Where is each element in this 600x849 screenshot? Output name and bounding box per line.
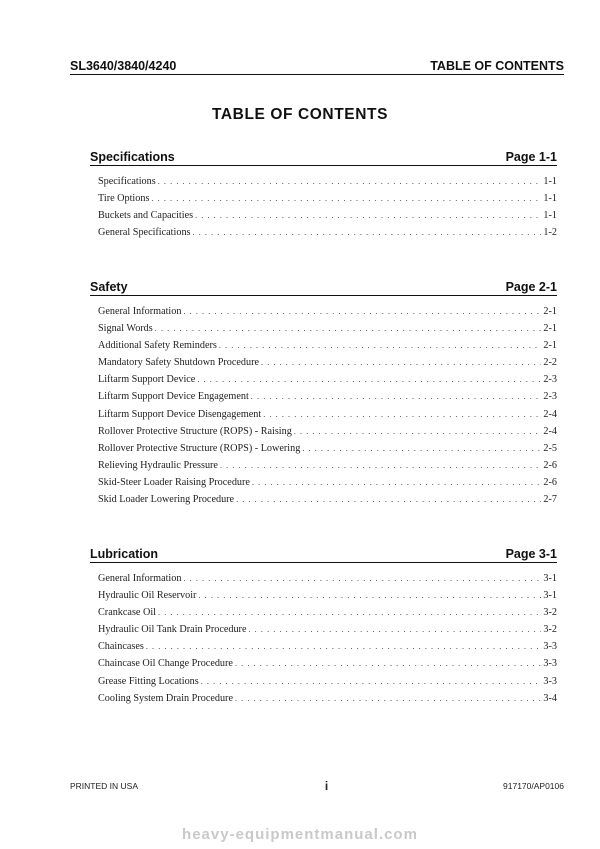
- toc-entry[interactable]: [98, 607, 557, 624]
- dot-leader: [183, 307, 541, 316]
- section-page: Page 3-1: [505, 547, 557, 561]
- toc-entry[interactable]: [98, 693, 557, 710]
- dot-leader: [235, 659, 541, 668]
- watermark: heavy-equipmentmanual.com: [182, 826, 418, 843]
- toc-entry-label: General Specifications: [98, 227, 191, 239]
- section-header: [90, 148, 557, 166]
- dot-leader: [201, 677, 542, 686]
- toc-entry-label: Cooling System Drain Procedure: [98, 692, 233, 704]
- toc-entry-label: Liftarm Support Device Disengagement: [98, 408, 262, 420]
- toc-entry[interactable]: [98, 193, 557, 210]
- toc-entry-page: 1-2: [543, 227, 557, 239]
- dot-leader: [235, 694, 541, 703]
- toc-entry[interactable]: [98, 391, 557, 408]
- toc-entry[interactable]: [98, 409, 557, 426]
- toc-entry-page: 2-1: [543, 323, 557, 335]
- toc-entry[interactable]: [98, 573, 557, 590]
- footer-doc-number: 917170/AP0106: [503, 781, 564, 791]
- toc-entry[interactable]: [98, 658, 557, 675]
- toc-entry[interactable]: [98, 676, 557, 693]
- dot-leader: [158, 608, 541, 617]
- toc-entry[interactable]: [98, 357, 557, 374]
- dot-leader: [155, 324, 542, 333]
- toc-entry-page: 1-1: [543, 193, 557, 205]
- toc-entry-page: 3-1: [543, 590, 557, 602]
- toc-entry-label: Signal Words: [98, 323, 153, 335]
- toc-entry-page: 2-1: [543, 306, 557, 317]
- toc-entry-page: 3-2: [543, 624, 557, 636]
- toc-entry[interactable]: [98, 443, 557, 460]
- page-footer: [70, 779, 564, 793]
- toc-entry-page: 3-2: [543, 607, 557, 619]
- header-section-title: TABLE OF CONTENTS: [430, 59, 564, 73]
- toc-section-lubrication: [90, 545, 557, 710]
- toc-entry-page: 2-3: [543, 374, 557, 386]
- dot-leader: [198, 591, 541, 600]
- toc-entry-label: Liftarm Support Device Engagement: [98, 391, 249, 403]
- dot-leader: [193, 228, 542, 237]
- dot-leader: [183, 574, 541, 583]
- toc-entry[interactable]: [98, 624, 557, 641]
- toc-entries: [90, 176, 557, 244]
- toc-entry-label: Mandatory Safety Shutdown Procedure: [98, 357, 259, 369]
- dot-leader: [252, 478, 541, 487]
- section-title: Specifications: [90, 150, 175, 164]
- toc-entry-label: Rollover Protective Structure (ROPS) - Raising: [98, 425, 292, 437]
- toc-entry[interactable]: [98, 477, 557, 494]
- toc-entry-page: 3-1: [543, 573, 557, 584]
- toc-entry-label: Chaincases: [98, 641, 144, 653]
- toc-entry-label: Additional Safety Reminders: [98, 340, 217, 352]
- toc-entry[interactable]: [98, 494, 557, 511]
- toc-entry-label: Buckets and Capacities: [98, 210, 194, 222]
- toc-entry[interactable]: [98, 641, 557, 658]
- toc-entry-page: 2-3: [543, 391, 557, 403]
- toc-entry-page: 2-2: [543, 357, 557, 369]
- toc-entry-page: 2-4: [543, 425, 557, 437]
- toc-entry[interactable]: [98, 374, 557, 391]
- running-header: [70, 57, 564, 75]
- dot-leader: [197, 375, 541, 384]
- toc-entry-label: Specifications: [98, 176, 156, 187]
- section-header: [90, 545, 557, 563]
- dot-leader: [251, 392, 542, 401]
- toc-entry[interactable]: [98, 306, 557, 323]
- toc-entry[interactable]: [98, 340, 557, 357]
- toc-entry-label: General Information: [98, 306, 182, 317]
- toc-entries: [90, 573, 557, 710]
- dot-leader: [220, 461, 541, 470]
- toc-entry-label: Hydraulic Oil Reservoir: [98, 590, 197, 602]
- footer-printed: PRINTED IN USA: [70, 781, 139, 791]
- toc-entry[interactable]: [98, 323, 557, 340]
- toc-entry[interactable]: [98, 176, 557, 193]
- toc-entry-page: 2-1: [543, 340, 557, 352]
- section-title: Safety: [90, 280, 128, 294]
- dot-leader: [261, 358, 541, 367]
- toc-entry-page: 2-6: [543, 476, 557, 488]
- toc-entry[interactable]: [98, 210, 557, 227]
- toc-entry-label: Skid-Steer Loader Raising Procedure: [98, 476, 250, 488]
- toc-entry[interactable]: [98, 590, 557, 607]
- dot-leader: [248, 625, 541, 634]
- section-header: [90, 278, 557, 296]
- section-page: Page 2-1: [505, 280, 557, 294]
- toc-section-safety: [90, 278, 557, 511]
- toc-entry-page: 1-1: [543, 210, 557, 222]
- toc-entry-page: 2-5: [543, 442, 557, 454]
- page-title: TABLE OF CONTENTS: [211, 106, 389, 123]
- page-number: i: [324, 779, 329, 793]
- toc-entry-page: 2-6: [543, 459, 557, 471]
- toc-entry-label: Skid Loader Lowering Procedure: [98, 494, 235, 506]
- toc-entry[interactable]: [98, 460, 557, 477]
- toc-entry-page: 3-3: [543, 675, 557, 687]
- toc-entry-page: 3-3: [543, 641, 557, 653]
- toc-entry-page: 2-4: [543, 408, 557, 420]
- toc-entry-label: Chaincase Oil Change Procedure: [98, 658, 233, 670]
- dot-leader: [219, 341, 542, 350]
- toc-entry-label: Tire Options: [98, 193, 150, 205]
- dot-leader: [151, 194, 541, 203]
- dot-leader: [158, 177, 542, 186]
- section-title: Lubrication: [90, 547, 159, 561]
- toc-entry-page: 3-3: [543, 658, 557, 670]
- dot-leader: [263, 410, 541, 419]
- dot-leader: [236, 495, 541, 504]
- toc-section-specifications: [90, 148, 557, 244]
- toc-entries: [90, 306, 557, 511]
- section-page: Page 1-1: [505, 150, 557, 164]
- toc-entry-label: Hydraulic Oil Tank Drain Procedure: [98, 624, 247, 636]
- toc-entry-label: Relieving Hydraulic Pressure: [98, 459, 218, 471]
- toc-entry-label: Crankcase Oil: [98, 607, 156, 619]
- dot-leader: [146, 642, 542, 651]
- toc-entry[interactable]: [98, 227, 557, 244]
- header-model: SL3640/3840/4240: [70, 59, 177, 73]
- toc-entry-label: Grease Fitting Locations: [98, 675, 199, 687]
- dot-leader: [195, 211, 541, 220]
- toc-entry-label: General Information: [98, 573, 182, 584]
- toc-entry-page: 3-4: [543, 692, 557, 704]
- toc-entry-label: Liftarm Support Device: [98, 374, 196, 386]
- toc-entry[interactable]: [98, 426, 557, 443]
- toc-entry-page: 1-1: [543, 176, 557, 187]
- dot-leader: [294, 427, 542, 436]
- toc-entry-page: 2-7: [543, 494, 557, 506]
- dot-leader: [302, 444, 541, 453]
- toc-entry-label: Rollover Protective Structure (ROPS) - Lowering: [98, 442, 301, 454]
